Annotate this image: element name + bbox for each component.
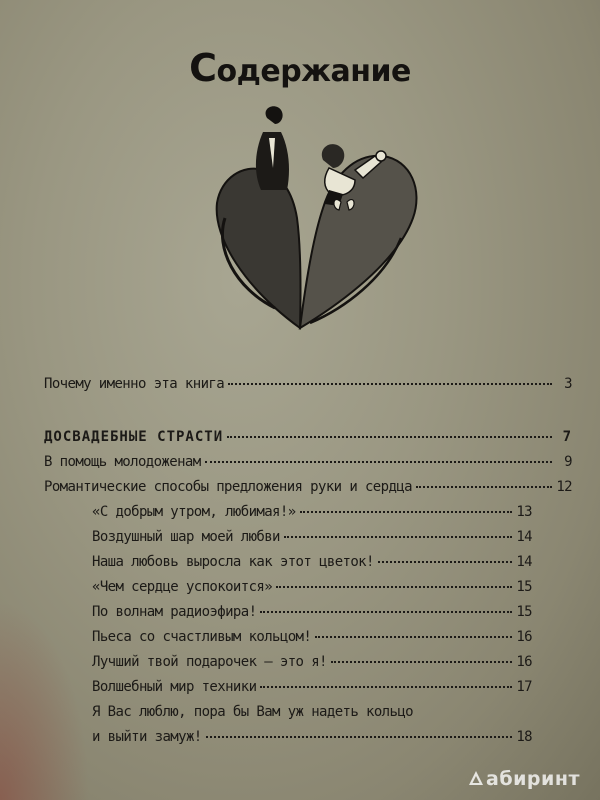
- toc-subentry[interactable]: [44, 625, 532, 650]
- watermark-text: абиринт: [486, 768, 580, 790]
- bride-groom-heart-illustration: [205, 98, 430, 338]
- toc-section-heading[interactable]: [44, 425, 572, 450]
- toc-subentry[interactable]: [44, 725, 532, 750]
- toc-entry-intro[interactable]: [44, 372, 572, 397]
- toc-subentry[interactable]: [44, 575, 532, 600]
- toc-page-number: 15: [516, 604, 532, 620]
- toc-page-number: 7: [562, 429, 572, 445]
- toc-spacer: [44, 397, 572, 425]
- toc-page-number: 14: [516, 554, 532, 570]
- toc-subentry-line1[interactable]: Я Вас люблю, пора бы Вам уж надеть кольцо: [92, 704, 413, 720]
- toc-entry-label: В помощь молодоженам: [44, 454, 201, 470]
- toc-leader-dots: [276, 580, 512, 588]
- toc-leader-dots: [206, 730, 512, 738]
- toc-leader-dots: [260, 680, 512, 688]
- toc-entry-label: «С добрым утром, любимая!»: [92, 504, 296, 520]
- toc-page-number: 12: [556, 479, 572, 495]
- toc-entry-label: Лучший твой подарочек – это я!: [92, 654, 327, 670]
- title-rest: одержание: [216, 54, 411, 89]
- toc-leader-dots: [416, 480, 552, 488]
- toc-subentry[interactable]: [44, 500, 532, 525]
- toc-entry-label: Воздушный шар моей любви: [92, 529, 280, 545]
- toc-entry-label: Пьеса со счастливым кольцом!: [92, 629, 312, 645]
- toc-page-number: 15: [516, 579, 532, 595]
- toc-subentry[interactable]: [44, 650, 532, 675]
- toc-subentry[interactable]: [44, 675, 532, 700]
- toc-entry-label: «Чем сердце успокоится»: [92, 579, 273, 595]
- toc-entry-label: ДОСВАДЕБНЫЕ СТРАСТИ: [44, 429, 224, 445]
- toc-leader-dots: [228, 377, 552, 385]
- watermark: [468, 768, 580, 790]
- toc-entry[interactable]: [44, 450, 572, 475]
- toc-entry-label: Волшебный мир техники: [92, 679, 257, 695]
- toc-leader-dots: [284, 530, 512, 538]
- labirint-logo-icon: [468, 770, 484, 786]
- toc-entry-label: и выйти замуж!: [92, 729, 202, 745]
- page-title: [0, 46, 600, 90]
- toc-subentry[interactable]: [44, 550, 532, 575]
- toc-entry[interactable]: [44, 475, 572, 500]
- toc-leader-dots: [378, 555, 512, 563]
- toc-leader-dots: [205, 455, 552, 463]
- toc-entry-label: Наша любовь выросла как этот цветок!: [92, 554, 374, 570]
- toc-entry-label: Романтические способы предложения руки и сердца: [44, 479, 412, 495]
- toc-entry-label: Почему именно эта книга: [44, 376, 225, 392]
- toc-page-number: 16: [516, 629, 532, 645]
- toc-subentry[interactable]: [44, 525, 532, 550]
- toc-leader-dots: [315, 630, 512, 638]
- toc-page-number: 9: [564, 454, 572, 470]
- toc-page-number: 13: [516, 504, 532, 520]
- table-of-contents: [44, 372, 572, 750]
- toc-page-number: 17: [516, 679, 532, 695]
- title-initial: С: [189, 46, 217, 90]
- toc-leader-dots: [227, 430, 552, 438]
- toc-leader-dots: [331, 655, 512, 663]
- toc-page-number: 3: [564, 376, 572, 392]
- toc-page-number: 18: [516, 729, 532, 745]
- toc-page-number: 14: [516, 529, 532, 545]
- toc-page-number: 16: [516, 654, 532, 670]
- toc-leader-dots: [300, 505, 512, 513]
- toc-leader-dots: [260, 605, 512, 613]
- toc-entry-label: По волнам радиоэфира!: [92, 604, 257, 620]
- toc-subentry[interactable]: [44, 600, 532, 625]
